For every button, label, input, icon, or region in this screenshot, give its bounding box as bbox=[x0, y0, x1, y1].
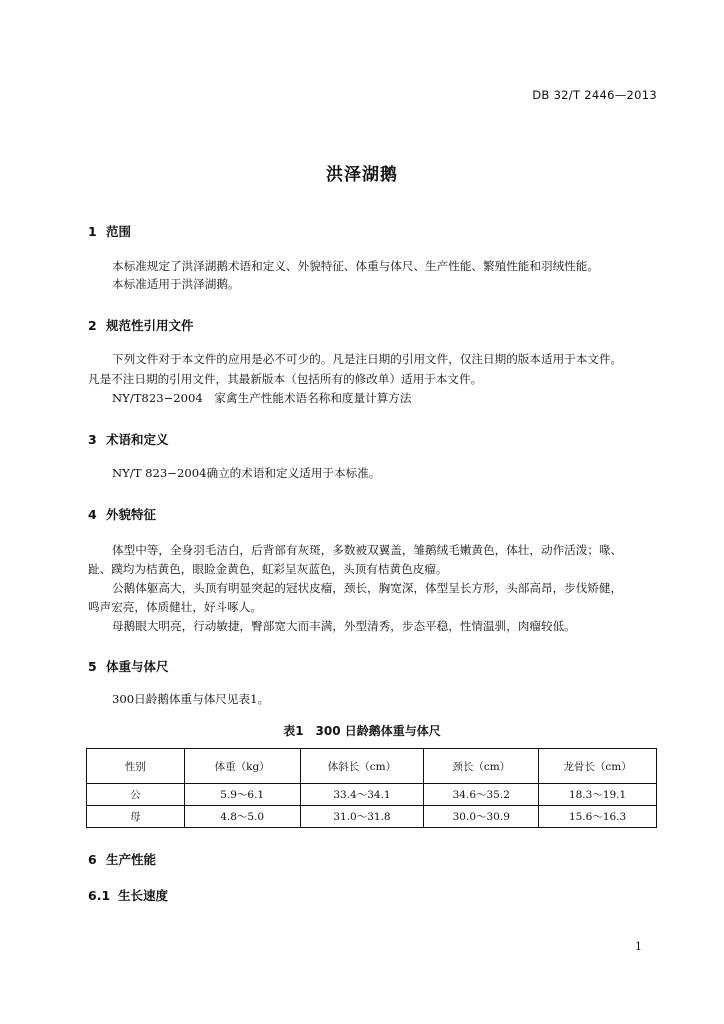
table-cell: 34.6～35.2 bbox=[424, 784, 539, 806]
table-cell: 5.9～6.1 bbox=[184, 784, 300, 806]
section-1-title: 范围 bbox=[106, 224, 132, 239]
section-3-heading bbox=[88, 430, 169, 448]
table-cell: 公 bbox=[87, 784, 185, 806]
section-4-paragraph-2-line-2: 鸣声宏亮，体质健壮，好斗啄人。 bbox=[88, 600, 262, 614]
section-2-heading bbox=[88, 316, 194, 334]
section-5-title: 体重与体尺 bbox=[106, 659, 169, 674]
table-row bbox=[87, 784, 657, 806]
section-6-number: 6 bbox=[88, 852, 97, 867]
section-1-heading bbox=[88, 222, 131, 240]
table-header-cell: 龙骨长（cm） bbox=[539, 749, 657, 784]
section-6-1-number: 6.1 bbox=[88, 888, 111, 903]
section-2-title: 规范性引用文件 bbox=[106, 318, 194, 333]
section-6-1-heading bbox=[88, 886, 168, 904]
table-cell: 15.6～16.3 bbox=[539, 806, 657, 828]
table-caption: 表1 300 日龄鹅体重与体尺 bbox=[283, 724, 441, 738]
standard-code: DB 32/T 2446—2013 bbox=[532, 88, 657, 102]
table-cell: 母 bbox=[87, 806, 185, 828]
table-header-cell: 体重（kg） bbox=[184, 749, 300, 784]
section-2-number: 2 bbox=[88, 318, 97, 333]
section-5-heading bbox=[88, 657, 169, 675]
section-4-paragraph-2-line-1: 公鹅体躯高大，头顶有明显突起的冠状皮瘤，颈长，胸宽深，体型呈长方形，头部高昂，步伐矫健， bbox=[112, 581, 623, 595]
document-title: 洪泽湖鹅 bbox=[326, 165, 398, 185]
table-cell: 31.0～31.8 bbox=[300, 806, 424, 828]
section-4-number: 4 bbox=[88, 507, 97, 522]
section-5-number: 5 bbox=[88, 659, 97, 674]
section-3-paragraph: NY/T 823−2004确立的术语和定义适用于本标准。 bbox=[112, 466, 381, 480]
section-4-title: 外貌特征 bbox=[106, 507, 157, 522]
body-measurements-table bbox=[86, 748, 657, 828]
page-number: 1 bbox=[635, 940, 642, 953]
section-3-number: 3 bbox=[88, 432, 97, 447]
section-1-number: 1 bbox=[88, 224, 97, 239]
section-6-heading bbox=[88, 850, 156, 868]
table-row bbox=[87, 806, 657, 828]
table-cell: 33.4～34.1 bbox=[300, 784, 424, 806]
table-cell: 30.0～30.9 bbox=[424, 806, 539, 828]
section-2-paragraph-line-2: 凡是不注日期的引用文件，其最新版本（包括所有的修改单）适用于本文件。 bbox=[88, 372, 483, 386]
section-4-paragraph-1-line-1: 体型中等，全身羽毛洁白，后背部有灰斑，多数被双翼盖，雏鹅绒毛嫩黄色，体壮，动作活泼；喙、 bbox=[112, 543, 623, 557]
section-1-paragraph-2: 本标准适用于洪泽湖鹅。 bbox=[112, 277, 240, 291]
section-6-1-title: 生长速度 bbox=[118, 888, 169, 903]
table-cell: 18.3～19.1 bbox=[539, 784, 657, 806]
section-1-paragraph-1: 本标准规定了洪泽湖鹅术语和定义、外貌特征、体重与体尺、生产性能、繁殖性能和羽绒性能。 bbox=[112, 259, 599, 273]
section-6-title: 生产性能 bbox=[106, 852, 157, 867]
table-header-cell: 颈长（cm） bbox=[424, 749, 539, 784]
table-header-cell: 体斜长（cm） bbox=[300, 749, 424, 784]
section-2-paragraph-line-1: 下列文件对于本文件的应用是必不可少的。凡是注日期的引用文件，仅注日期的版本适用于本文件。 bbox=[112, 352, 623, 366]
section-4-paragraph-1-line-2: 趾、蹼均为桔黄色，眼睑金黄色，虹彩呈灰蓝色，头顶有桔黄色皮瘤。 bbox=[88, 562, 448, 576]
table-header-row bbox=[87, 749, 657, 784]
section-2-reference: NY/T823−2004 家禽生产性能术语名称和度量计算方法 bbox=[112, 391, 412, 405]
table-cell: 4.8～5.0 bbox=[184, 806, 300, 828]
section-4-paragraph-3: 母鹅眼大明亮，行动敏捷，臀部宽大而丰满，外型清秀，步态平稳，性情温驯，肉瘤较低。 bbox=[112, 619, 576, 633]
table-header-cell: 性别 bbox=[87, 749, 185, 784]
section-3-title: 术语和定义 bbox=[106, 432, 169, 447]
section-4-heading bbox=[88, 505, 156, 523]
section-5-paragraph: 300日龄鹅体重与体尺见表1。 bbox=[112, 692, 270, 706]
